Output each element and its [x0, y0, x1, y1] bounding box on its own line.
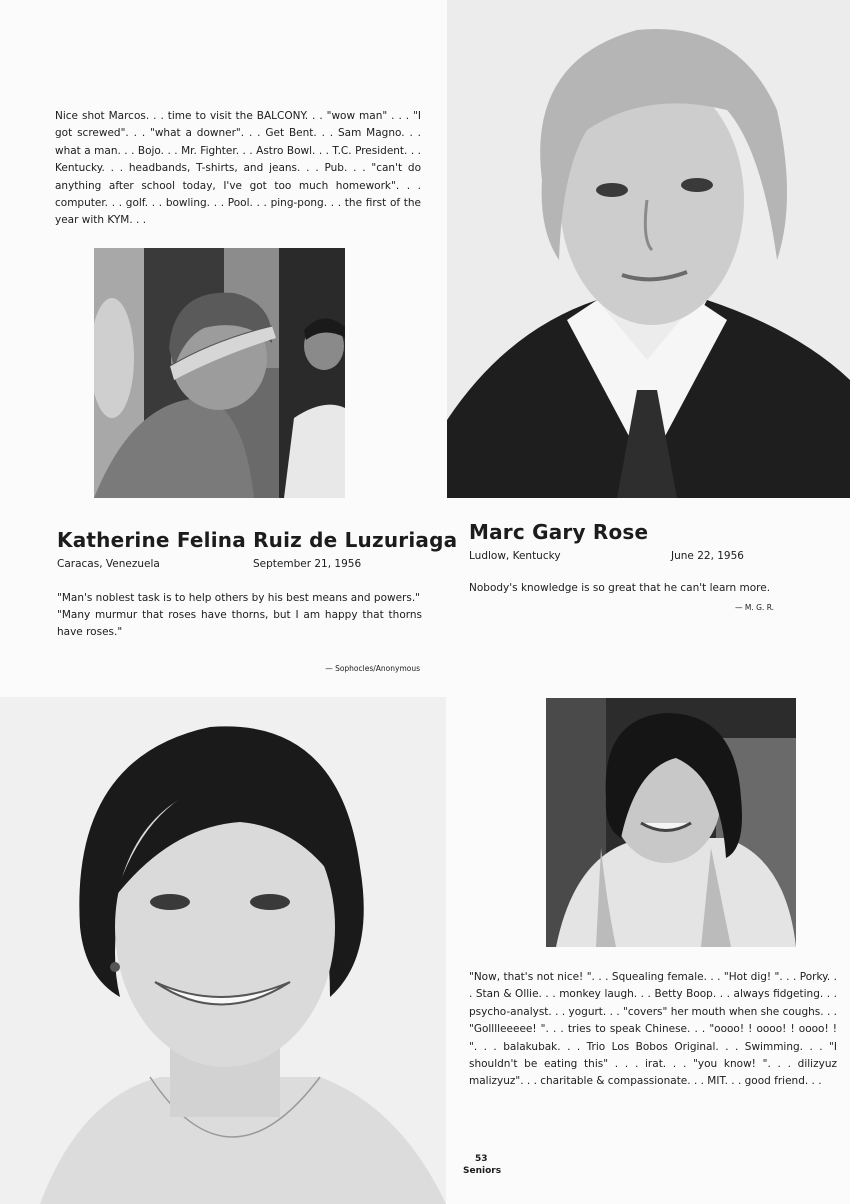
marc-candid-photo: [94, 248, 345, 498]
katherine-portrait-photo: [0, 697, 446, 1204]
marc-portrait-photo: [447, 0, 850, 498]
section-label: Seniors: [463, 1166, 502, 1176]
marc-quote: Nobody's knowledge is so great that he can't learn more.: [469, 582, 771, 594]
marc-name: Marc Gary Rose: [469, 520, 649, 544]
marc-birthdate: June 22, 1956: [671, 550, 744, 562]
page-number: 53: [475, 1154, 488, 1164]
marc-bio: [469, 520, 789, 620]
marc-birthplace: Ludlow, Kentucky: [469, 550, 561, 562]
marc-activities-text: Nice shot Marcos. . . time to visit the BALCONY. . . "wow man" . . . "I got screwed". . . "what a downer". . . Get Bent. . . Sam Magno. . . what a man. . . Bojo. . . Mr. Fighter. . . Astro Bowl. . . T.C. President. . . Kentucky. . . headbands, T-shirts, and jeans. . . Pub. . . "can't do anything after school today, I've got too much homework". . . computer. . . golf. . . bowling. . . Pool. . . ping-pong. . . the first of the year with KYM. . .: [55, 110, 421, 227]
katherine-name: Katherine Felina Ruiz de Luzuriaga: [57, 528, 458, 552]
marc-quote-attribution: — M. G. R.: [735, 603, 775, 612]
katherine-bio: [57, 528, 458, 688]
katherine-quote-1: "Man's noblest task is to help others by his best means and powers.": [57, 592, 420, 604]
katherine-quote-2: "Many murmur that roses have thorns, but I am happy that thorns have roses.": [57, 609, 422, 638]
katherine-candid-photo: [546, 698, 796, 947]
top-left-caption: [55, 108, 421, 230]
katherine-activities-text: "Now, that's not nice! ". . . Squealing female. . . "Hot dig! ". . . Porky. . . Stan & Ollie. . . monkey laugh. . . Betty Boop. . . always fidgeting. . . psycho-analyst. . . yogurt. . . "covers" her mouth when she coughs. . . "Golllleeeee! ". . . tries to speak Chinese. . . "oooo! ! oooo! ! oooo! ! ". . . balakubak. . . Trio Los Bobos Original. . . Swimming. . . "I shouldn't be eating this" . . . irat. . . "you know! ". . . dilizyuz malizyuz". . . charitable & compassionate. . . MIT. . . good friend. . .: [469, 971, 837, 1088]
katherine-quote-attribution: — Sophocles/Anonymous: [325, 664, 420, 673]
katherine-birthplace: Caracas, Venezuela: [57, 558, 160, 570]
bottom-right-caption: [469, 969, 837, 1091]
page-folio: [463, 1153, 501, 1177]
katherine-birthdate: September 21, 1956: [253, 558, 362, 570]
